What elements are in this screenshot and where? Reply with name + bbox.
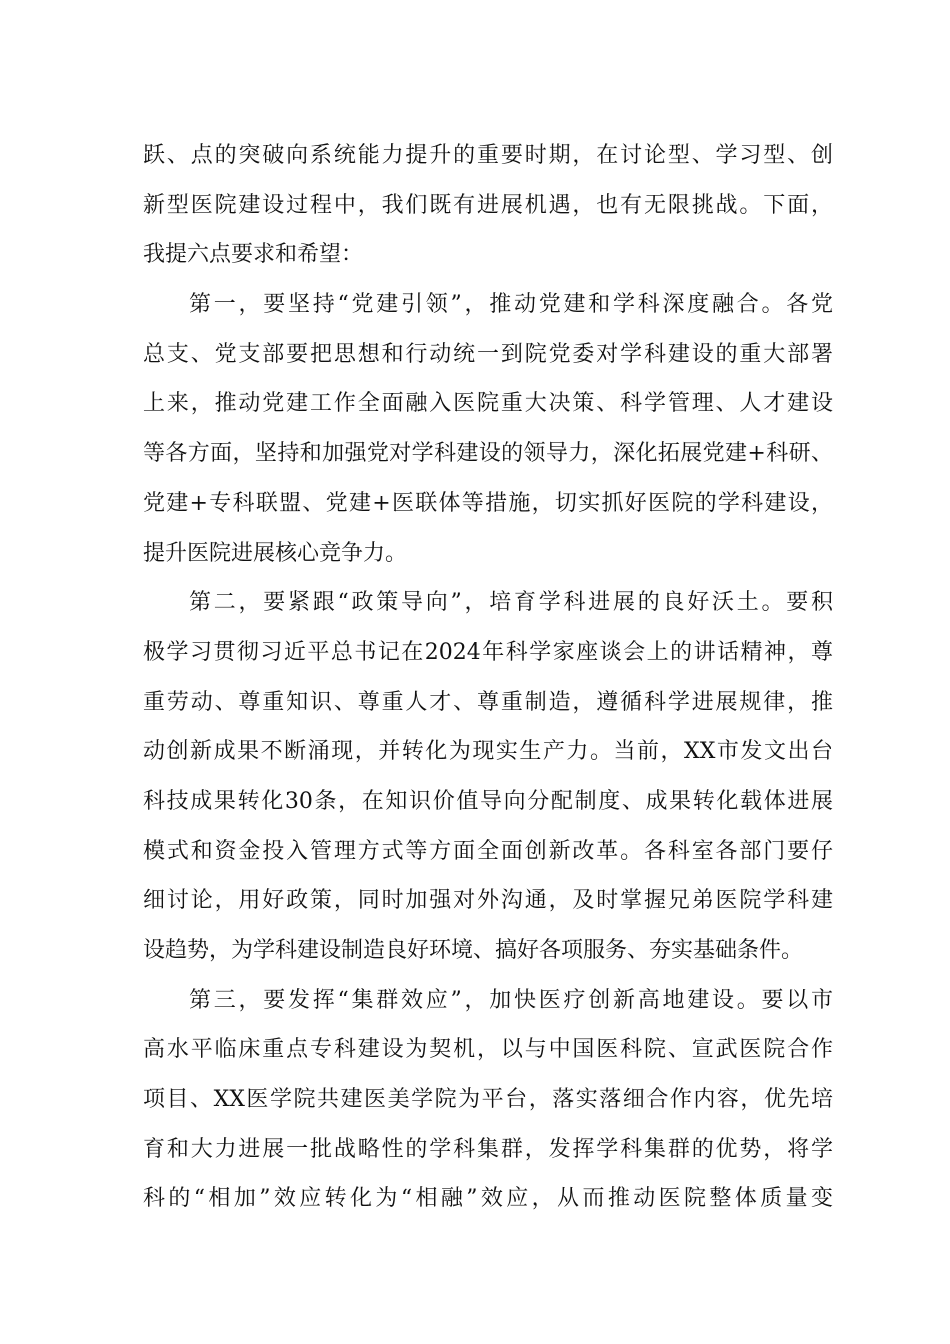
paragraph-first-line: 第一，要坚持“党建引领”，推动党建和学科深度融合。各党 [189, 292, 833, 318]
text-line: 科技成果转化30条，在知识价值导向分配制度、成果转化载体进展 [143, 788, 833, 814]
text-line: 新型医院建设过程中，我们既有进展机遇，也有无限挑战。下面， [143, 192, 833, 218]
text-line: 等各方面，坚持和加强党对学科建设的领导力，深化拓展党建+科研、 [143, 441, 833, 467]
text-line: 跃、点的突破向系统能力提升的重要时期，在讨论型、学习型、创 [143, 143, 833, 168]
text-line: 重劳动、尊重知识、尊重人才、尊重制造，遵循科学进展规律，推 [143, 689, 833, 715]
paragraph-first-line: 第二，要紧跟“政策导向”，培育学科进展的良好沃土。要积 [189, 590, 833, 616]
text-line: 模式和资金投入管理方式等方面全面创新改革。各科室各部门要仔 [143, 838, 833, 864]
text-line: 总支、党支部要把思想和行动统一到院党委对学科建设的重大部署 [143, 341, 833, 367]
text-line: 科的“相加”效应转化为“相融”效应，从而推动医院整体质量变 [143, 1186, 833, 1212]
text-line: 提升医院进展核心竞争力。 [143, 540, 408, 566]
text-line: 项目、XX医学院共建医美学院为平台，落实落细合作内容，优先培 [143, 1087, 833, 1113]
text-line: 细讨论，用好政策，同时加强对外沟通，及时掌握兄弟医院学科建 [143, 888, 833, 914]
text-line: 高水平临床重点专科建设为契机，以与中国医科院、宣武医院合作 [143, 1037, 833, 1063]
text-line: 党建+专科联盟、党建+医联体等措施，切实抓好医院的学科建设， [143, 490, 833, 516]
text-line: 上来，推动党建工作全面融入医院重大决策、科学管理、人才建设 [143, 391, 833, 417]
text-line: 动创新成果不断涌现，并转化为现实生产力。当前，XX市发文出台 [143, 739, 833, 765]
document-body [143, 131, 833, 1224]
text-line: 极学习贯彻习近平总书记在2024年科学家座谈会上的讲话精神，尊 [143, 639, 833, 665]
paragraph-first-line: 第三，要发挥“集群效应”，加快医疗创新高地建设。要以市 [189, 987, 833, 1013]
text-line: 设趋势，为学科建设制造良好环境、搞好各项服务、夯实基础条件。 [143, 938, 804, 963]
text-line: 我提六点要求和希望： [143, 242, 364, 268]
text-line: 育和大力进展一批战略性的学科集群，发挥学科集群的优势，将学 [143, 1136, 833, 1162]
